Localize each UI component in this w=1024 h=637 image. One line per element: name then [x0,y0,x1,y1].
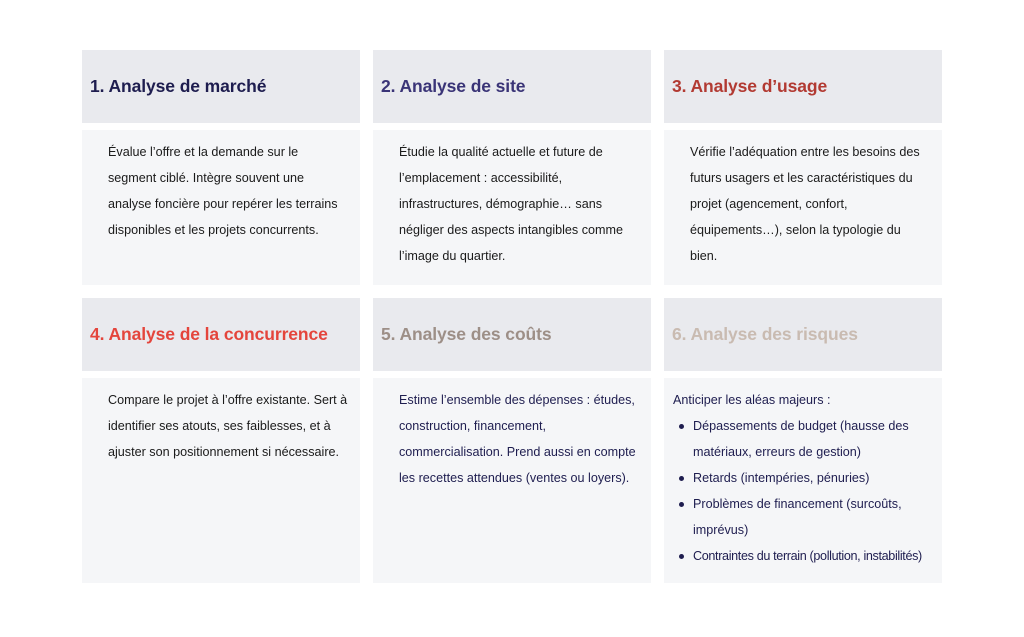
card-body [373,130,651,285]
card-cost-analysis [373,298,651,583]
card-title: 2. Analyse de site [381,76,526,96]
card-header [373,298,651,371]
card-body [664,130,942,285]
card-title: 3. Analyse d’usage [672,76,828,96]
card-body [82,378,360,583]
card-header [82,298,360,371]
card-title: 1. Analyse de marché [90,76,267,96]
card-header [664,298,942,371]
list-item: Problèmes de financement (surcoûts, imprévus) [673,491,938,543]
card-header [664,50,942,123]
card-body [373,378,651,583]
list-item: Dépassements de budget (hausse des matériaux, erreurs de gestion) [673,413,938,465]
list-item: Retards (intempéries, pénuries) [673,465,938,491]
card-description: Étudie la qualité actuelle et future de l’emplacement : accessibilité, infrastructures, démographie… sans négliger des aspects intangibles comme l’image du quartier. [399,145,624,263]
card-title: 5. Analyse des coûts [381,324,552,344]
card-body [82,130,360,285]
card-header [373,50,651,123]
card-usage-analysis [664,50,942,285]
card-header [82,50,360,123]
card-description: Vérifie l’adéquation entre les besoins des futurs usagers et les caractéristiques du projet (agencement, confort, équipements…), selon la typologie du bien. [690,145,920,263]
card-description: Évalue l’offre et la demande sur le segment ciblé. Intègre souvent une analyse foncière pour repérer les terrains disponibles et les projets concurrents. [108,145,338,237]
card-market-analysis [82,50,360,285]
risk-intro: Anticiper les aléas majeurs : [673,393,831,407]
card-competition-analysis [82,298,360,583]
card-description: Estime l’ensemble des dépenses : études, construction, financement, commercialisation. Prend aussi en compte les recettes attendues (ventes ou loyers). [399,393,636,485]
card-site-analysis [373,50,651,285]
card-title: 4. Analyse de la concurrence [90,324,328,344]
card-risk-analysis [664,298,942,583]
card-title: 6. Analyse des risques [672,324,858,344]
card-description: Compare le projet à l’offre existante. Sert à identifier ses atouts, ses faiblesses, et à ajuster son positionnement si nécessaire. [108,393,348,459]
risk-list [673,413,938,569]
analysis-grid [82,50,943,583]
card-body [664,378,942,583]
list-item: Contraintes du terrain (pollution, instabilités) [673,543,938,569]
